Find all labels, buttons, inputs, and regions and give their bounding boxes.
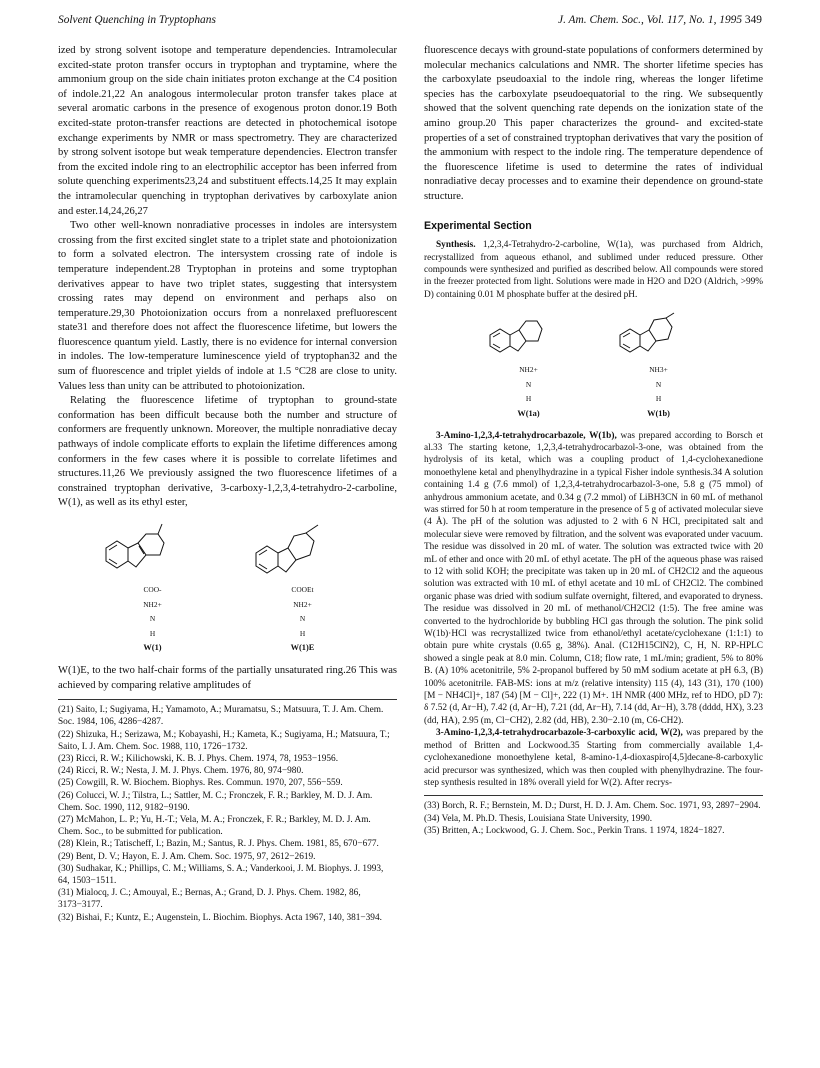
reference-entry: (31) Mialocq, J. C.; Amouyal, E.; Bernas, A.; Grand, D. J. Phys. Chem. 1982, 86, 3173−3177. [58,888,361,911]
left-column [58,44,397,924]
structure-figure-w1 [58,521,397,656]
reference-entry: (21) Saito, I.; Sugiyama, H.; Yamamoto, A.; Muramatsu, S.; Matsuura, T. J. Am. Chem. Soc. 1984, 106, 4286−4287. [58,705,384,728]
w1b-n-label: N [655,379,662,389]
w1-substituent-label: COO- [143,585,162,594]
paragraph [424,430,763,728]
paragraph: Two other well-known nonradiative processes in indoles are intersystem crossing from the first excited singlet state to a triplet state and photoionization to form a solvated electron. The intersystem crossing rate of indole is temperature independent.28 Tryptophan in proteins and some tryptophan derivatives appear to have two triplet states, suggesting that intersystem crossing rates may depend on environment and perhaps also on temperature.29,30 Photoionization occurs from a nonrelaxed prefluorescent state31 and therefore does not affect the fluorescence lifetime, but lowers the fluorescence quantum yield. Lastly, there is no evidence for internal conversion in indoles. The low-temperature luminescence yield of tryptophan32 and the sum of fluorescence and triplet yields of indole at 1.5 °C28 are close to unity. Values less than unity can be attributed to photoionization. [58,220,397,392]
paragraph [424,239,763,301]
reference-entry: (26) Colucci, W. J.; Tilstra, L.; Sattler, M. C.; Fronczek, F. R.; Barkley, M. D. J. Am. Chem. Soc. 1990, 112, 9182−9190. [58,790,373,813]
run-in-heading: Synthesis. [436,240,476,251]
paragraph: ized by strong solvent isotope and temperature dependencies. Intramolecular excited-state proton transfer occurs in tryptophan and tryptamine, where the ammonium group on the side chain initiates proton exchange at the C4 position of indole.21,22 An analogous intermolecular proton transfer takes place at several aromatic carbons in the presence of exogenous proton donor.19 Both excited-state proton-transfer reactions are detected in photochemical isotope exchange experiments by NMR or mass spectrometry. They are characterized by strong solvent isotope but weak temperature dependencies. Electron transfer from the excited indole ring to an electrophilic acceptor has been inferred from solute quenching experiments23,24 and substituent effects.14,25 It may explain the intramolecular quenching in tryptophan derivatives by carboxylate anion and ester.14,24,26,27 [58,45,397,217]
footnote-divider [424,795,763,796]
reference-entry: (34) Vela, M. Ph.D. Thesis, Louisiana State University, 1990. [424,813,653,824]
w1-amine-label: NH2+ [143,599,162,609]
structure-figure-w1a-w1b [424,311,763,421]
structure-w1 [98,521,208,656]
run-in-heading: 3-Amino-1,2,3,4-tetrahydrocarbazole, W(1b), [436,430,617,441]
structure-w1a [484,311,574,421]
run-in-heading: 3-Amino-1,2,3,4-tetrahydrocarbazole-3-carboxylic acid, W(2), [436,728,683,739]
paragraph: Relating the fluorescence lifetime of tryptophan to ground-state conformation has been difficult because both the number and structure of conformers are frequently unknown. Moreover, the multiple nonradiative decay pathways of indole complicate efforts to explain the lifetime differences among conformers in the few cases where it is possible to correlate lifetimes and structures.11,26 We previously assigned the two fluorescence lifetimes of a constrained tryptophan derivative, 3-carboxy-1,2,3,4-tetrahydro-2-carboline, W(1), as well as its ethyl ester, [58,395,397,509]
w1e-amine-label: NH2+ [293,599,312,609]
w1-h-label: H [149,628,156,638]
w1e-substituent-label: COOEt [291,585,314,594]
molecule-w1-drawing [98,521,208,583]
running-title: Solvent Quenching in Tryptophans [58,14,216,26]
paragraph [424,727,763,789]
w1b-h-label: H [655,394,662,404]
reference-entry: (35) Britten, A.; Lockwood, G. J. Chem. Soc., Perkin Trans. 1 1974, 1824−1827. [424,825,725,836]
footnote-divider [58,699,397,700]
w1-label: W(1) [143,643,162,653]
w1a-label: W(1a) [517,408,540,418]
reference-entry: (30) Sudhakar, K.; Phillips, C. M.; Williams, S. A.; Vanderkooi, J. M. Biophys. J. 1993, 64, 1503−1511. [58,863,384,886]
w1e-label: W(1)E [290,643,315,653]
reference-entry: (25) Cowgill, R. W. Biochem. Biophys. Res. Commun. 1970, 207, 556−559. [58,778,343,789]
paragraph: W(1)E, to the two half-chair forms of the partially unsaturated ring.26 This was achieved by comparing relative amplitudes of [58,664,397,691]
reference-entry: (24) Ricci, R. W.; Nesta, J. M. J. Phys. Chem. 1976, 80, 974−980. [58,766,304,777]
journal-name: J. Am. Chem. Soc., Vol. 117, No. 1, 1995 [558,14,743,26]
journal-citation [558,14,762,26]
molecule-w1e-drawing [248,521,358,583]
w1e-n-label: N [299,614,306,624]
molecule-w1b-drawing [614,311,704,363]
reference-entry: (28) Klein, R.; Tatischeff, I.; Bazin, M.; Santus, R. J. Phys. Chem. 1981, 85, 670−677. [58,839,379,850]
w1b-amine-label: NH3+ [649,365,668,375]
paragraph: fluorescence decays with ground-state populations of conformers determined by molecular mechanics calculations and NMR. The shorter lifetime species has the carboxylate pseudoaxial to the indole ring, whereas the longer lifetime species has the carboxylate pseudoequatorial to the ring. We subsequently showed that the solvent quenching rate depends on the ionization state of the amino group.20 This paper characterizes the ground- and excited-state properties of a set of constrained tryptophan derivatives that vary the position of the ammonium with respect to the indole ring. The temperature dependence of the fluorescence lifetime is used to determine the rates of individual nonradiative decay processes and to examine their dependence on ground-state structure. [424,45,763,202]
reference-entry: (33) Borch, R. F.; Bernstein, M. D.; Durst, H. D. J. Am. Chem. Soc. 1971, 93, 2897−2904. [424,801,761,812]
w1-n-label: N [149,614,156,624]
section-heading: Experimental Section [424,219,532,232]
w1e-h-label: H [299,628,306,638]
reference-list [424,800,763,837]
reference-entry: (32) Bishai, F.; Kuntz, E.; Augenstein, L. Biochim. Biophys. Acta 1967, 140, 381−394. [58,912,382,923]
reference-entry: (27) McMahon, L. P.; Yu, H.-T.; Vela, M. A.; Fronczek, F. R.; Barkley, M. D. J. Am. Chem. Soc., to be submitted for publication. [58,814,371,838]
reference-entry: (22) Shizuka, H.; Serizawa, M.; Kobayashi, H.; Kameta, K.; Sugiyama, H.; Matsuura, T.; Saito, I. J. Am. Chem. Soc. 1988, 110, 1726−1732. [58,729,390,752]
w1b-label: W(1b) [647,408,670,418]
paragraph-text: 1,2,3,4-Tetrahydro-2-carboline, W(1a), was purchased from Aldrich, recrystallized from aqueous ethanol, and sublimed under reduced pressure. Other compounds were synthesized and purified as described below. All compounds were stored in the freezer protected from light. Solutions were made in H2O and D2O (Aldrich, >99% D) containing 0.01 M phosphate buffer at the desired pH. [424,240,764,300]
reference-entry: (23) Ricci, R. W.; Kilichowski, K. B. J. Phys. Chem. 1974, 78, 1953−1956. [58,753,339,764]
w1a-amine-label: NH2+ [519,365,538,375]
structure-w1e [248,521,358,656]
w1a-n-label: N [525,379,532,389]
reference-list [58,704,397,924]
right-column [424,44,763,837]
structure-w1b [614,311,704,421]
w1a-h-label: H [525,394,532,404]
page-number: 349 [744,14,762,26]
paragraph-text: was prepared according to Borsch et al.33 The starting ketone, 1,2,3,4-tetrahydrocarbazol-3-one, was obtained from the hydrolysis of its ketal, which was a coupling product of 1,4-cyclohexanedione monoethylene ketal and phenylhydrazine in a typical Fisher indole synthesis.34 A solution containing 1.4 g (7.6 mmol) of 1,2,3,4-tetrahydrocarbazol-3-one, 5.8 g (75 mmol) of anhydrous ammonium acetate, and 0.34 g (7.2 mmol) of LiBH3CN in 60 mL of methanol was stirred for 50 h at room temperature in the presence of 5 g of activated molecular sieve (4 Å). The pH of the solution was adjusted to 2 with 6 N HCl, precipitated salt and molecular sieve were removed by filtration, and the solvent was evaporated under vacuum. The residue was dissolved in 20 mL of water. The solution was extracted twice with 20 mL of ether and once with 20 mL of ethyl acetate. The pH of the aqueous phase was raised to 12 with solid KOH; the precipitate was taken up in 20 mL of CH2Cl2 and the aqueous solution was extracted with 10 mL of ethyl acetate and 10 mL of CH2Cl2. The combined organic phase was dried with sodium sulfate overnight, filtered, and evaporated to dryness. The residue was dissolved in 20 mL of methanol/CH2Cl2 (1:5). The free amine was converted to the hydrochloride by bubbling HCl gas through the solution. The pink solid W(1b)·HCl was recrystallized twice from ethanol/ethyl acetate/cyclohexane (1:1:1) to obtain pure white crystals (0.65 g, 38%). Anal. (C12H15ClN2), C, H, N. RP-HPLC showed a single peak at 8.0 min. Column, C18; flow rate, 1 mL/min; gradient, 5% to 80% B. (A) 10% acetonitrile, 5% 2-propanol buffered by 50 mM sodium acetate at pH 6.3, (B) 100% acetonitrile. FAB-MS: ions at m/z (relative intensity) 115 (4), 143 (31), 170 (100) [M − NH4Cl]+, 187 (54) [M − Cl]+, 222 (1) M+. 1H NMR (400 MHz, ref to HDO, pD 7): δ 7.52 (d, Ar−H), 7.42 (d, Ar−H), 7.21 (dd, Ar−H), 7.14 (dd, Ar−H), 3.78 (dddd, HX), 3.23 (dd, HA), 2.95 (m, Cl−CH2), 2.82 (dd, HB), 2.30−2.10 (m, C6-CH2). [424,430,764,726]
paragraph-text: was prepared by the method of Britten and Lockwood.35 Starting from commercially available 1,4-cyclohexanedione monoethylene ketal, 8-amino-1,4-dioxaspiro[4,5]decane-8-carboxylic acid precursor was synthesized, which was then coupled with phenylhydrazine. The four-step synthesis resulted in 18% overall yield for W(2). After recrys- [424,728,764,788]
molecule-w1a-drawing [484,311,574,363]
reference-entry: (29) Bent, D. V.; Hayon, E. J. Am. Chem. Soc. 1975, 97, 2612−2619. [58,851,316,862]
